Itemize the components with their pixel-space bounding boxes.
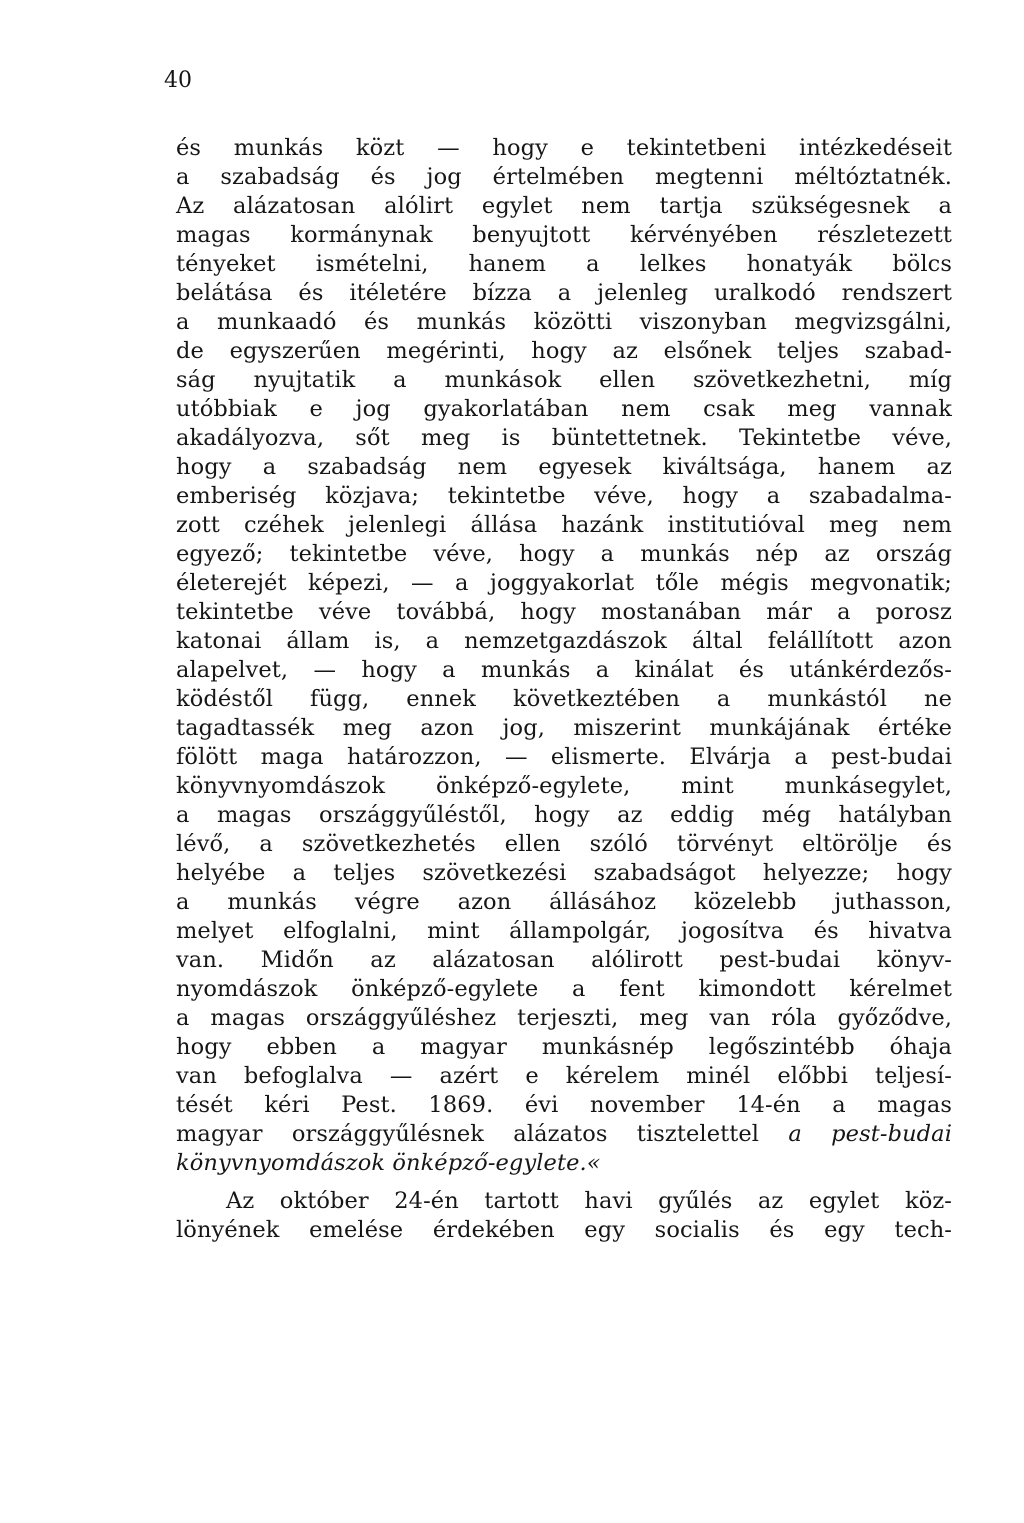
- text-line: hogy a szabadság nem egyesek kiváltsága, hanem az: [176, 454, 952, 480]
- text-line: van. Midőn az alázatosan alólirott pest-budai könyv-: [176, 947, 952, 973]
- text-line: egyező; tekintetbe véve, hogy a munkás nép az ország: [176, 541, 952, 567]
- text-line: lönyének emelése érdekében egy socialis és egy tech-: [176, 1217, 952, 1243]
- page-number: 40: [164, 68, 192, 93]
- body-text: [176, 134, 952, 1245]
- text-line: magas kormánynak benyujtott kérvényében részletezett: [176, 222, 952, 248]
- text-line: a magas országgyűléstől, hogy az eddig még hatályban: [176, 802, 952, 828]
- text-line: belátása és itéletére bízza a jelenleg uralkodó rendszert: [176, 280, 952, 306]
- text-line: ság nyujtatik a munkások ellen szövetkezhetni, míg: [176, 367, 952, 393]
- text-line: nyomdászok önképző-egylete a fent kimondott kérelmet: [176, 976, 952, 1002]
- paragraph-start-line: Az október 24-én tartott havi gyűlés az egylet köz-: [226, 1188, 952, 1214]
- signature-line: könyvnyomdászok önképző-egylete.«: [176, 1150, 601, 1176]
- text-line: de egyszerűen megérinti, hogy az elsőnek teljes szabad-: [176, 338, 952, 364]
- text-line: tését kéri Pest. 1869. évi november 14-én a magas: [176, 1092, 952, 1118]
- text-line: utóbbiak e jog gyakorlatában nem csak meg vannak: [176, 396, 952, 422]
- text-line: akadályozva, sőt meg is büntettetnek. Tekintetbe véve,: [176, 425, 952, 451]
- text-line: katonai állam is, a nemzetgazdászok által felállított azon: [176, 628, 952, 654]
- text-line: a szabadság és jog értelmében megtenni méltóztatnék.: [176, 164, 952, 190]
- text-line: a magas országgyűléshez terjeszti, meg van róla győződve,: [176, 1005, 952, 1031]
- text-line: zott czéhek jelenlegi állása hazánk institutióval meg nem: [176, 512, 952, 538]
- text-line: a munkaadó és munkás közötti viszonyban megvizsgálni,: [176, 309, 952, 335]
- text-line: helyébe a teljes szövetkezési szabadságot helyezze; hogy: [176, 860, 952, 886]
- text-line-mixed: [176, 1120, 952, 1149]
- text-line: tényeket ismételni, hanem a lelkes honatyák bölcs: [176, 251, 952, 277]
- text-line: fölött maga határozzon, — elismerte. Elvárja a pest-budai: [176, 744, 952, 770]
- text-line: tekintetbe véve továbbá, hogy mostanában már a porosz: [176, 599, 952, 625]
- text-line: könyvnyomdászok önképző-egylete, mint munkásegylet,: [176, 773, 952, 799]
- text-line: a munkás végre azon állásához közelebb juthasson,: [176, 889, 952, 915]
- text-italic: a pest-budai: [788, 1121, 952, 1147]
- text-line: hogy ebben a magyar munkásnép legőszintébb óhaja: [176, 1034, 952, 1060]
- text-plain: magyar országgyűlésnek alázatos tisztelettel: [176, 1121, 760, 1147]
- text-line: életerejét képezi, — a joggyakorlat tőle mégis megvonatik;: [176, 570, 952, 596]
- text-line: alapelvet, — hogy a munkás a kinálat és utánkérdezős-: [176, 657, 952, 683]
- text-line: ködéstől függ, ennek következtében a munkástól ne: [176, 686, 952, 712]
- text-line: melyet elfoglalni, mint állampolgár, jogosítva és hivatva: [176, 918, 952, 944]
- text-line: lévő, a szövetkezhetés ellen szóló törvényt eltörölje és: [176, 831, 952, 857]
- text-line: van befoglalva — azért e kérelem minél előbbi teljesí-: [176, 1063, 952, 1089]
- text-line: tagadtassék meg azon jog, miszerint munkájának értéke: [176, 715, 952, 741]
- text-line: és munkás közt — hogy e tekintetbeni intézkedéseit: [176, 135, 952, 161]
- text-line: Az alázatosan alólirt egylet nem tartja szükségesnek a: [176, 193, 952, 219]
- text-line: emberiség közjava; tekintetbe véve, hogy a szabadalma-: [176, 483, 952, 509]
